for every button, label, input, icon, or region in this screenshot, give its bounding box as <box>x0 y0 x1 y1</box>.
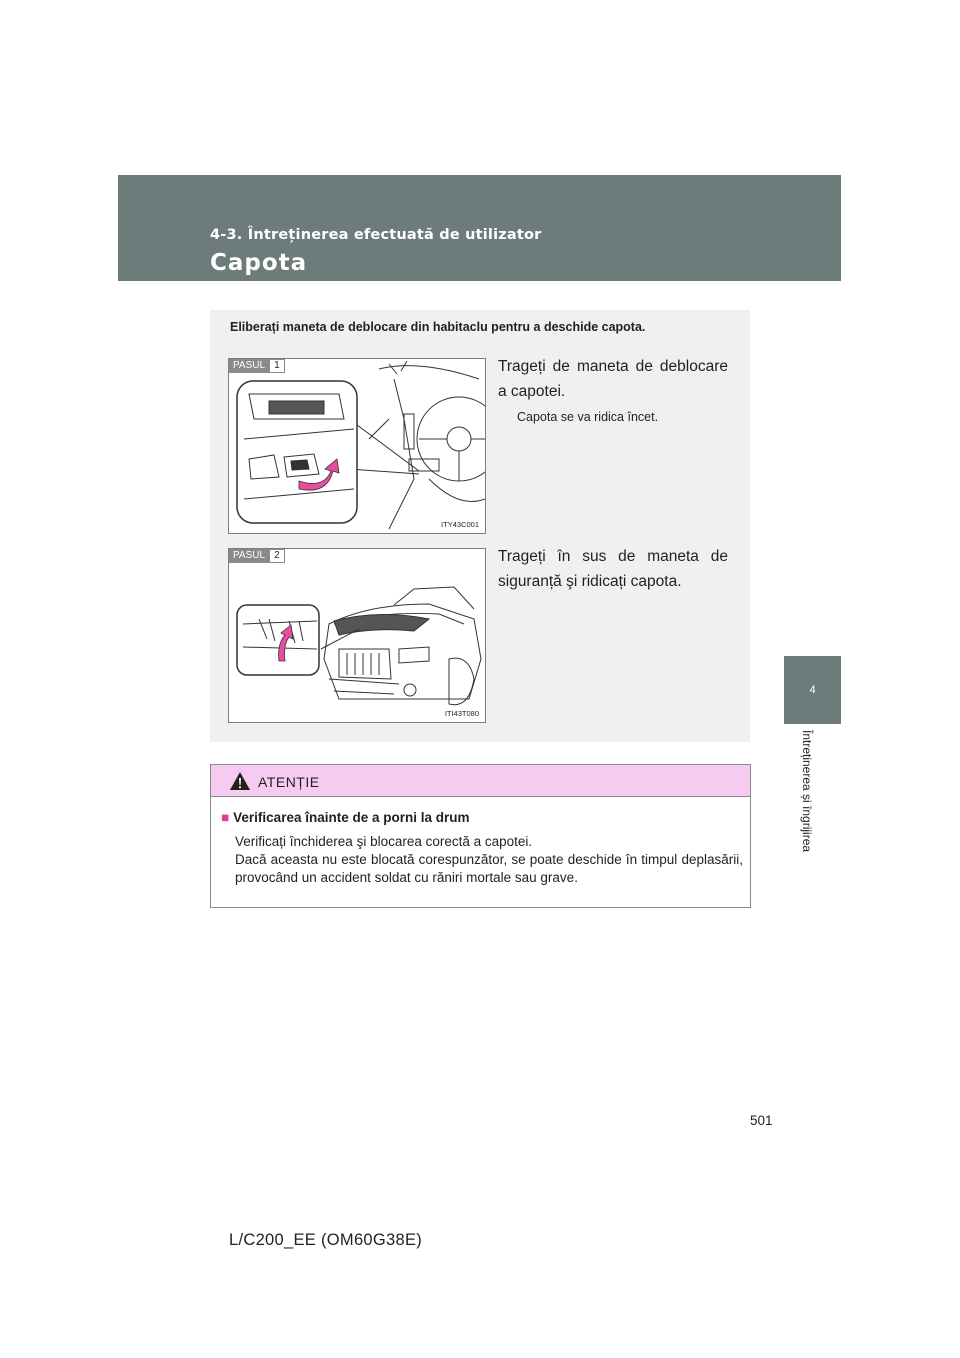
chapter-label: Întreținerea și îngrijirea <box>800 730 814 853</box>
step1-text: Trageți de maneta de deblocare a capotei. <box>498 358 728 400</box>
document-code: L/C200_EE (OM60G38E) <box>229 1231 423 1249</box>
step1-note: Capota se va ridica încet. <box>517 410 659 424</box>
warning-icon <box>229 771 251 791</box>
warning-heading <box>221 810 470 825</box>
warning-line: Dacă aceasta nu este blocată corespunzător, se poate deschide în timpul deplasării, provocând un accident soldat cu răniri mortale sau grave. <box>235 852 743 885</box>
step-badge-number: 1 <box>269 359 285 373</box>
section-label: 4-3. Întreținerea efectuată de utilizator <box>210 227 542 243</box>
page-title: Capota <box>210 250 308 276</box>
step2-text: Trageți în sus de maneta de siguranță şi ridicați capota. <box>498 548 728 590</box>
step-badge-word: PASUL <box>229 549 269 563</box>
warning-line: Verificați închiderea şi blocarea corectă a capotei. <box>235 834 533 849</box>
hood-release-lever-illustration <box>229 359 485 533</box>
step-badge-word: PASUL <box>229 359 269 373</box>
warning-box <box>210 764 751 908</box>
steps-intro: Eliberați maneta de deblocare din habitaclu pentru a deschide capota. <box>230 320 646 334</box>
warning-header <box>211 765 750 797</box>
page-number: 501 <box>750 1113 773 1128</box>
warning-body <box>235 833 743 887</box>
chapter-number: 4 <box>809 684 816 696</box>
step-badge-number: 2 <box>269 549 285 563</box>
warning-heading-text: Verificarea înainte de a porni la drum <box>233 810 470 825</box>
figure-code: ITI43T080 <box>444 709 479 718</box>
figure-code: ITY43C001 <box>441 520 479 529</box>
hood-safety-catch-illustration <box>229 549 485 722</box>
step1-figure <box>228 358 486 534</box>
step2-figure <box>228 548 486 723</box>
bullet-square-icon: ■ <box>221 810 230 825</box>
warning-title: ATENȚIE <box>258 774 320 790</box>
